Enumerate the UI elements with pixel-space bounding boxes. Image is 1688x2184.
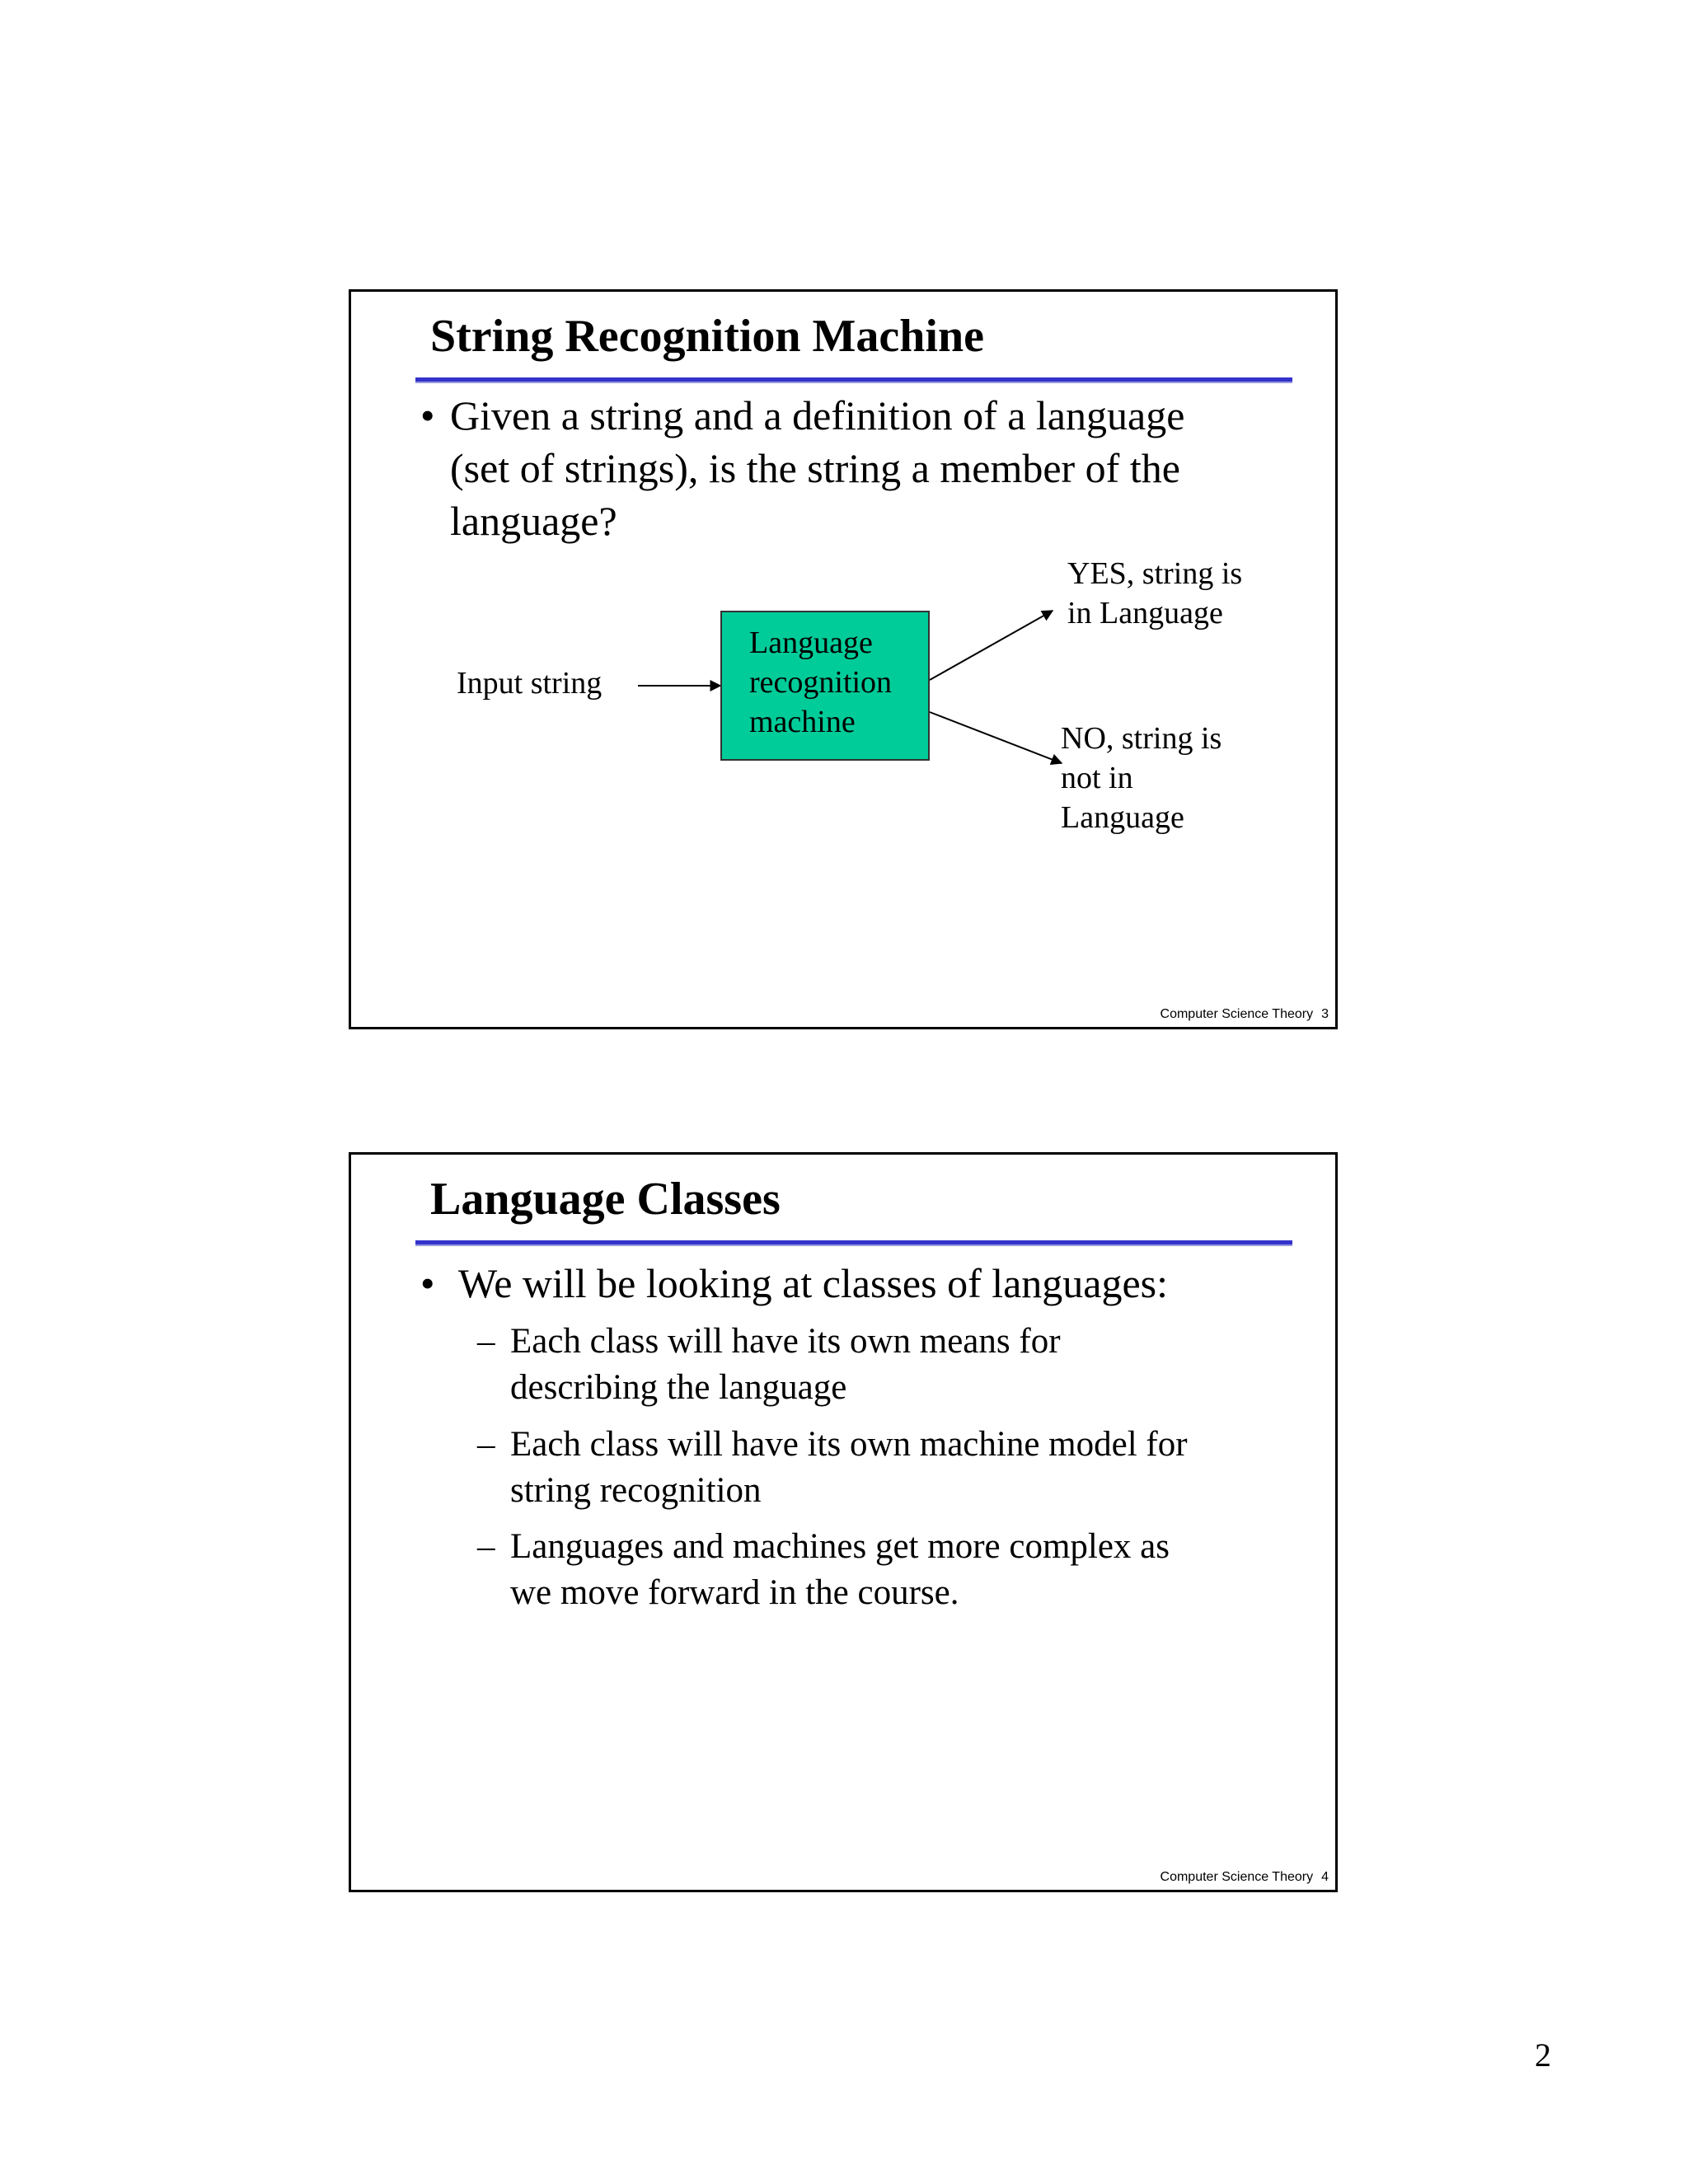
sub-bullet-text (510, 1524, 1318, 1616)
bullet-line: language? (450, 498, 617, 544)
bullet-line: Given a string and a definition of a language (450, 392, 1185, 438)
yes-arrow (930, 611, 1053, 680)
machine-label-line: Language (749, 626, 873, 660)
yes-label-line: in Language (1067, 596, 1223, 630)
sub-bullet-line: Each class will have its own machine model for (510, 1425, 1188, 1464)
sub-bullet-dash: – (477, 1527, 495, 1566)
footer-course: Computer Science Theory (1160, 1007, 1314, 1021)
slide-string-recognition-machine (349, 289, 1338, 1029)
bullet-line: We will be looking at classes of languages: (458, 1260, 1169, 1306)
bullet-text (458, 1257, 1282, 1310)
sub-bullet-line: Each class will have its own means for (510, 1322, 1061, 1361)
slide-footer (1152, 1007, 1329, 1022)
sub-bullet-line: describing the language (510, 1368, 847, 1407)
footer-slide-number: 3 (1321, 1007, 1329, 1021)
yes-label-line: YES, string is (1067, 556, 1243, 591)
sub-bullet-text (510, 1422, 1318, 1514)
sub-bullet-line: we move forward in the course. (510, 1573, 959, 1612)
slide-language-classes (349, 1152, 1338, 1892)
sub-bullet-text (510, 1319, 1318, 1411)
sub-bullet-dash: – (477, 1425, 495, 1464)
footer-course: Computer Science Theory (1160, 1870, 1314, 1884)
page-number: 2 (1535, 2036, 1551, 2074)
bullet-dot: • (420, 392, 435, 438)
slide-title: String Recognition Machine (430, 311, 984, 362)
machine-label-line: recognition (749, 665, 893, 700)
slide-footer (1152, 1870, 1329, 1885)
machine-label-line: machine (749, 705, 856, 739)
language-recognition-machine-box (720, 611, 930, 761)
bullet-line: (set of strings), is the string a member of the (450, 445, 1180, 491)
slide-title: Language Classes (430, 1174, 781, 1225)
no-label-line: Language (1061, 800, 1184, 835)
machine-label (749, 623, 892, 742)
no-arrow (930, 712, 1062, 763)
yes-output-label (1067, 554, 1242, 633)
sub-bullet-line: string recognition (510, 1471, 762, 1510)
sub-bullet-line: Languages and machines get more complex as (510, 1527, 1170, 1566)
no-label-line: not in (1061, 761, 1133, 795)
sub-bullet-dash: – (477, 1322, 495, 1361)
input-string-label: Input string (457, 666, 603, 701)
no-output-label (1061, 719, 1221, 837)
footer-slide-number: 4 (1321, 1870, 1329, 1884)
title-underline (415, 1240, 1292, 1246)
no-label-line: NO, string is (1061, 721, 1222, 756)
bullet-dot: • (420, 1260, 435, 1306)
